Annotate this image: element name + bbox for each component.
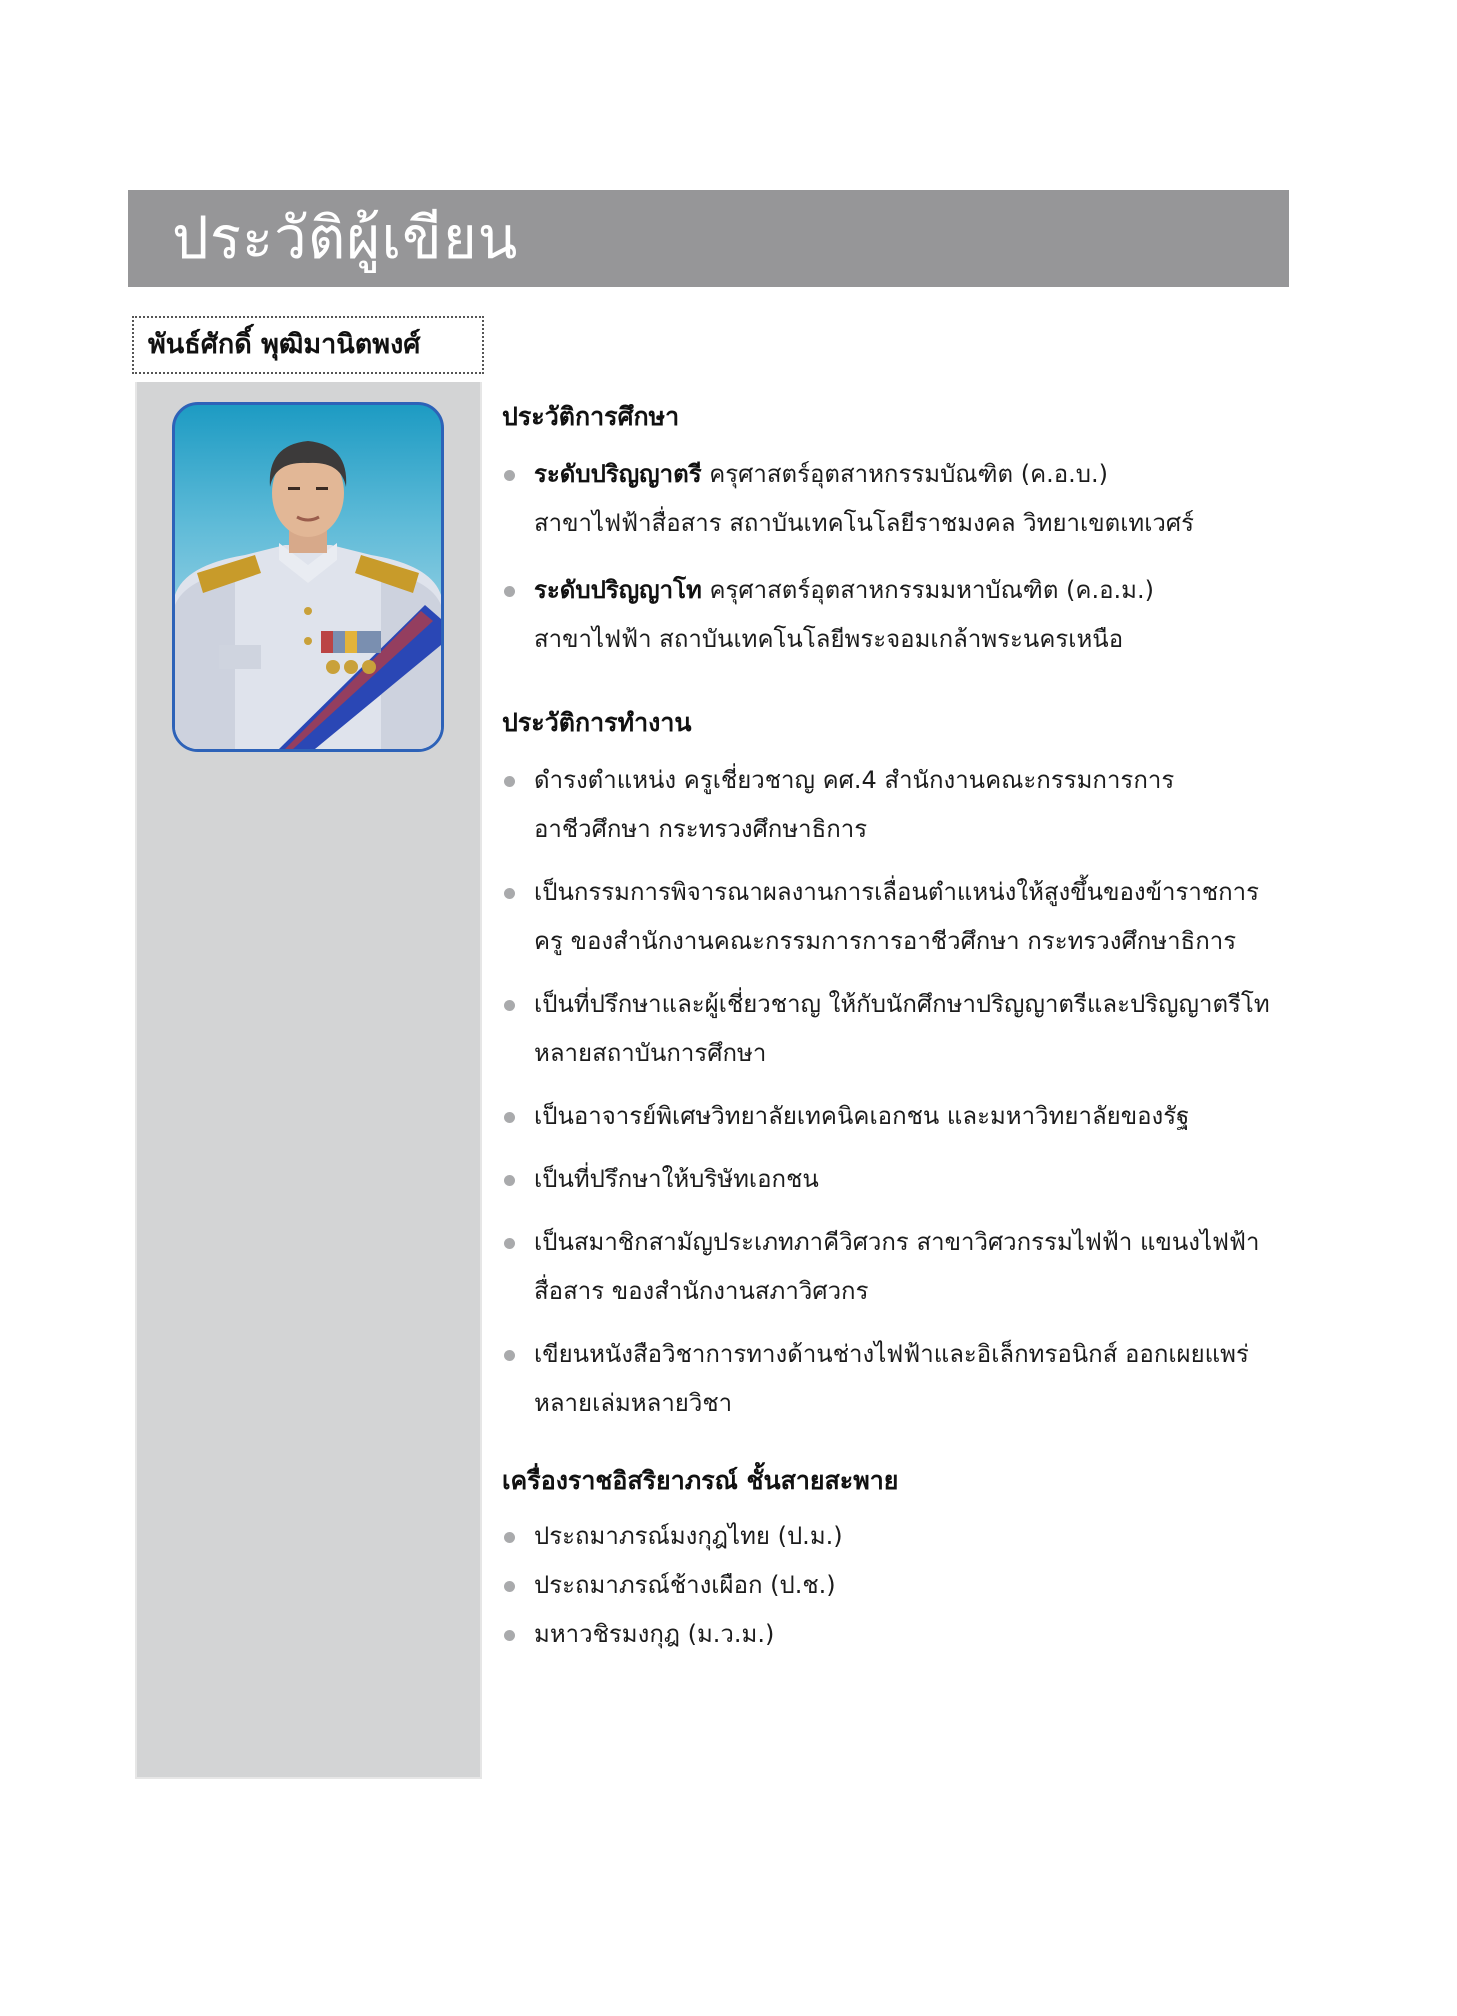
item-line: ประถมาภรณ์มงกุฎไทย (ป.ม.) [534, 1522, 843, 1550]
bullet-icon [504, 1000, 515, 1011]
list-item [502, 756, 1302, 854]
work-list [502, 756, 1302, 1428]
bullet-icon [504, 470, 515, 481]
item-line: อาชีวศึกษา กระทรวงศึกษาธิการ [534, 815, 868, 843]
decorations-heading: เครื่องราชอิสริยาภรณ์ ชั้นสายสะพาย [502, 1466, 899, 1495]
degree-detail: ครุศาสตร์อุตสาหกรรมมหาบัณฑิต (ค.อ.ม.) [701, 576, 1154, 604]
degree-label: ระดับปริญญาตรี [534, 460, 702, 488]
bullet-icon [504, 776, 515, 787]
bullet-icon [504, 1532, 515, 1543]
degree-institution: สาขาไฟฟ้าสื่อสาร สถาบันเทคโนโลยีราชมงคล วิทยาเขตเทเวศร์ [534, 509, 1195, 537]
list-item [502, 868, 1302, 966]
author-name-box [132, 316, 484, 374]
bullet-icon [504, 1112, 515, 1123]
item-line: เป็นที่ปรึกษาและผู้เชี่ยวชาญ ให้กับนักศึกษาปริญญาตรีและปริญญาตรีโท [534, 990, 1270, 1018]
page-title: ประวัติผู้เขียน [172, 204, 519, 272]
list-item [502, 566, 1302, 664]
list-item [502, 1330, 1302, 1428]
item-line: ดำรงตำแหน่ง ครูเชี่ยวชาญ คศ.4 สำนักงานคณะกรรมการการ [534, 766, 1175, 794]
list-item [502, 1512, 1302, 1561]
bullet-icon [504, 1630, 515, 1641]
item-line: เป็นที่ปรึกษาให้บริษัทเอกชน [534, 1165, 819, 1193]
list-item [502, 1561, 1302, 1610]
list-item [502, 980, 1302, 1078]
biography-content [502, 398, 1302, 1659]
decorations-list [502, 1512, 1302, 1659]
education-list [502, 450, 1302, 664]
list-item [502, 450, 1302, 548]
list-item [502, 1155, 1302, 1204]
item-line: หลายสถาบันการศึกษา [534, 1039, 767, 1067]
degree-label: ระดับปริญญาโท [534, 576, 702, 604]
item-line: ครู ของสำนักงานคณะกรรมการการอาชีวศึกษา กระทรวงศึกษาธิการ [534, 927, 1237, 955]
bullet-icon [504, 1581, 515, 1592]
author-portrait-image [175, 405, 441, 749]
list-item [502, 1610, 1302, 1659]
list-item [502, 1092, 1302, 1141]
work-heading: ประวัติการทำงาน [502, 708, 692, 737]
author-photo [172, 402, 444, 752]
item-line: เขียนหนังสือวิชาการทางด้านช่างไฟฟ้าและอิเล็กทรอนิกส์ ออกเผยแพร่ [534, 1340, 1249, 1368]
degree-institution: สาขาไฟฟ้า สถาบันเทคโนโลยีพระจอมเกล้าพระนครเหนือ [534, 625, 1124, 653]
item-line: สื่อสาร ของสำนักงานสภาวิศวกร [534, 1277, 869, 1305]
item-line: มหาวชิรมงกุฎ (ม.ว.ม.) [534, 1620, 775, 1648]
bullet-icon [504, 888, 515, 899]
bullet-icon [504, 1175, 515, 1186]
bullet-icon [504, 586, 515, 597]
item-line: ประถมาภรณ์ช้างเผือก (ป.ช.) [534, 1571, 836, 1599]
education-heading: ประวัติการศึกษา [502, 402, 680, 431]
bullet-icon [504, 1238, 515, 1249]
bullet-icon [504, 1350, 515, 1361]
list-item [502, 1218, 1302, 1316]
author-name: พันธ์ศักดิ์ พุฒิมานิตพงศ์ [148, 329, 421, 360]
item-line: เป็นกรรมการพิจารณาผลงานการเลื่อนตำแหน่งให้สูงขึ้นของข้าราชการ [534, 878, 1260, 906]
item-line: เป็นอาจารย์พิเศษวิทยาลัยเทคนิคเอกชน และมหาวิทยาลัยของรัฐ [534, 1102, 1190, 1130]
page-banner [128, 190, 1289, 287]
item-line: หลายเล่มหลายวิชา [534, 1389, 733, 1417]
degree-detail: ครุศาสตร์อุตสาหกรรมบัณฑิต (ค.อ.บ.) [701, 460, 1109, 488]
item-line: เป็นสมาชิกสามัญประเภทภาคีวิศวกร สาขาวิศวกรรมไฟฟ้า แขนงไฟฟ้า [534, 1228, 1260, 1256]
